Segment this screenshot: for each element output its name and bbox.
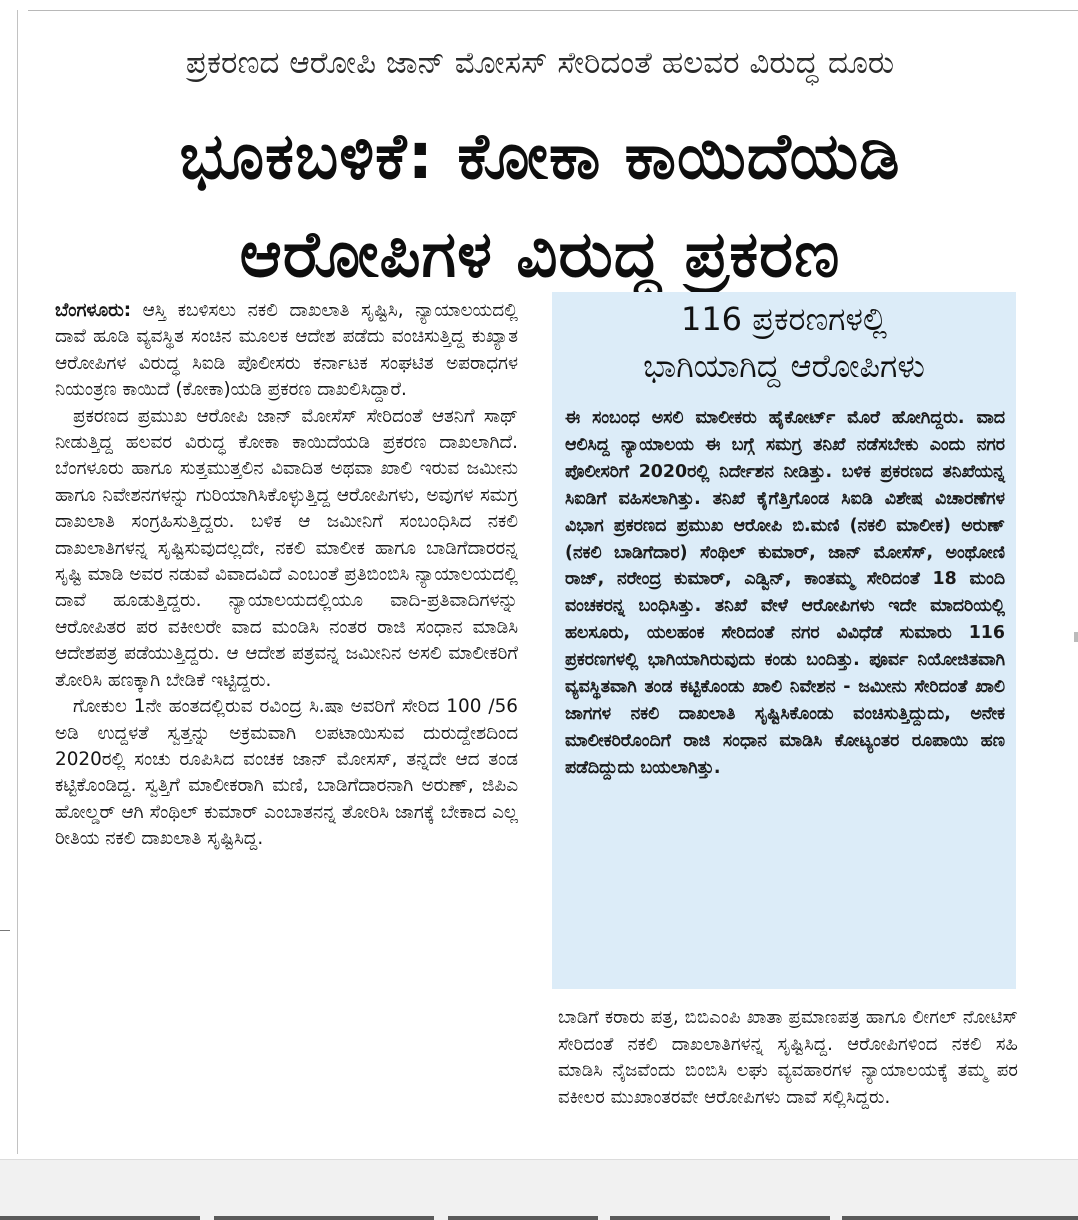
- edge-mark: [610, 1216, 830, 1220]
- sidebar-box: [552, 292, 1016, 989]
- paragraph-3: ಗೋಕುಲ 1ನೇ ಹಂತದಲ್ಲಿರುವ ರವಿಂದ್ರ ಸಿ.ಷಾ ಅವರಿಗೆ ಸೇರಿದ 100 /56 ಅಡಿ ಉದ್ದಳತೆ ಸ್ವತ್ತನ್ನು ಅಕ್ರಮವಾಗಿ ಲಪಟಾಯಿಸುವ ದುರುದ್ದೇಶದಿಂದ 2020ರಲ್ಲಿ ಸಂಚು ರೂಪಿಸಿದ ವಂಚಕ ಜಾನ್ ಮೋಸಸ್, ತನ್ನದೇ ಆದ ತಂಡ ಕಟ್ಟಿಕೊಂಡಿದ್ದ. ಸ್ವತ್ತಿಗೆ ಮಾಲೀಕರಾಗಿ ಮಣಿ, ಬಾಡಿಗೆದಾರನಾಗಿ ಅರುಣ್, ಜಿಪಿಎ ಹೋಲ್ಡರ್ ಆಗಿ ಸೆಂಥಿಲ್ ಕುಮಾರ್ ಎಂಬಾತನನ್ನ ತೋರಿಸಿ ಜಾಗಕ್ಕೆ ಬೇಕಾದ ಎಲ್ಲ ರೀತಿಯ ನಕಲಿ ದಾಖಲಾತಿ ಸೃಷ್ಟಿಸಿದ್ದ.: [55, 696, 518, 850]
- bottom-edge-marks: [0, 1216, 1078, 1220]
- margin-mark: [1074, 632, 1078, 642]
- margin-tick: [0, 930, 10, 931]
- edge-mark: [842, 1216, 1078, 1220]
- edge-mark: [0, 1216, 200, 1220]
- sidebar-body: ಈ ಸಂಬಂಧ ಅಸಲಿ ಮಾಲೀಕರು ಹೈಕೋರ್ಟ್ ಮೊರೆ ಹೋಗಿದ್ದರು. ವಾದ ಆಲಿಸಿದ್ದ ನ್ಯಾಯಾಲಯ ಈ ಬಗ್ಗೆ ಸಮಗ್ರ ತನಿಖೆ ನಡೆಸಬೇಕು ಎಂದು ನಗರ ಪೊಲೀಸರಿಗೆ 2020ರಲ್ಲಿ ನಿರ್ದೇಶನ ನೀಡಿತ್ತು. ಬಳಿಕ ಪ್ರಕರಣದ ತನಿಖೆಯನ್ನ ಸಿಐಡಿಗೆ ವಹಿಸಲಾಗಿತ್ತು. ತನಿಖೆ ಕೈಗೆತ್ತಿಗೊಂಡ ಸಿಐಡಿ ವಿಶೇಷ ವಿಚಾರಣೆಗಳ ವಿಭಾಗ ಪ್ರಕರಣದ ಪ್ರಮುಖ ಆರೋಪಿ ಬಿ.ಮಣಿ (ನಕಲಿ ಮಾಲೀಕ) ಅರುಣ್ (ನಕಲಿ ಬಾಡಿಗೆದಾರ) ಸೆಂಥಿಲ್ ಕುಮಾರ್, ಜಾನ್ ಮೋಸೆಸ್, ಅಂಥೋಣಿ ರಾಜ್, ನರೇಂದ್ರ ಕುಮಾರ್, ಎಡ್ವಿನ್, ಕಾಂತಮ್ಮ ಸೇರಿದಂತೆ 18 ಮಂದಿ ವಂಚಕರನ್ನ ಬಂಧಿಸಿತ್ತು. ತನಿಖೆ ವೇಳೆ ಆರೋಪಿಗಳು ಇದೇ ಮಾದರಿಯಲ್ಲಿ ಹಲಸೂರು, ಯಲಹಂಕ ಸೇರಿದಂತೆ ನಗರ ವಿವಿಧೆಡೆ ಸುಮಾರು 116 ಪ್ರಕರಣಗಳಲ್ಲಿ ಭಾಗಿಯಾಗಿರುವುದು ಕಂಡು ಬಂದಿತ್ತು. ಪೂರ್ವ ನಿಯೋಜಿತವಾಗಿ ವ್ಯವಸ್ಥಿತವಾಗಿ ತಂಡ ಕಟ್ಟಿಕೊಂಡು ಖಾಲಿ ನಿವೇಶನ - ಜಮೀನು ಸೇರಿದಂತೆ ಖಾಲಿ ಜಾಗಗಳ ನಕಲಿ ದಾಖಲಾತಿ ಸೃಷ್ಟಿಸಿಕೊಂಡು ವಂಚಿಸುತ್ತಿದ್ದುದು, ಅನೇಕ ಮಾಲೀಕರಿರೊಂದಿಗೆ ರಾಜಿ ಸಂಧಾನ ಮಾಡಿಸಿ ಕೋಟ್ಯಂತರ ರೂಪಾಯಿ ಹಣ ಪಡೆದಿದ್ದುದು ಬಯಲಾಗಿತ್ತು.: [565, 408, 1005, 778]
- dateline: ಬೆಂಗಳೂರು:: [55, 300, 132, 321]
- paragraph-1-text: ಆಸ್ತಿ ಕಬಳಿಸಲು ನಕಲಿ ದಾಖಲಾತಿ ಸೃಷ್ಟಿಸಿ, ನ್ಯಾಯಾಲಯದಲ್ಲಿ ದಾವೆ ಹೂಡಿ ವ್ಯವಸ್ಥಿತ ಸಂಚಿನ ಮೂಲಕ ಆದೇಶ ಪಡೆದು ವಂಚಿಸುತ್ತಿದ್ದ ಕುಖ್ಯಾತ ಆರೋಪಿಗಳ ವಿರುದ್ಧ ಸಿಐಡಿ ಪೊಲೀಸರು ಕರ್ನಾಟಕ ಸಂಘಟಿತ ಅಪರಾಧಗಳ ನಿಯಂತ್ರಣ ಕಾಯಿದೆ (ಕೋಕಾ)ಯಡಿ ಪ್ರಕರಣ ದಾಖಲಿಸಿದ್ದಾರೆ.: [55, 300, 518, 401]
- sidebar-title-line-2: ಭಾಗಿಯಾಗಿದ್ದ ಆರೋಪಿಗಳು: [643, 347, 925, 385]
- headline-line-1: ಭೂಕಬಳಿಕೆ: ಕೋಕಾ ಕಾಯಿದೆಯಡಿ: [179, 120, 901, 194]
- kicker: ಪ್ರಕರಣದ ಆರೋಪಿ ಜಾನ್ ಮೋಸಸ್ ಸೇರಿದಂತೆ ಹಲವರ ವಿರುದ್ಧ ದೂರು: [185, 45, 895, 81]
- bottom-margin: [0, 1160, 1078, 1220]
- paragraph-2: ಪ್ರಕರಣದ ಪ್ರಮುಖ ಆರೋಪಿ ಜಾನ್ ಮೋಸೆಸ್ ಸೇರಿದಂತೆ ಆತನಿಗೆ ಸಾಥ್ ನೀಡುತ್ತಿದ್ದ ಹಲವರ ವಿರುದ್ಧ ಕೋಕಾ ಕಾಯಿದೆಯಡಿ ಪ್ರಕರಣ ದಾಖಲಾಗಿದೆ. ಬೆಂಗಳೂರು ಹಾಗೂ ಸುತ್ತಮುತ್ತಲಿನ ವಿವಾದಿತ ಅಥವಾ ಖಾಲಿ ಇರುವ ಜಮೀನು ಹಾಗೂ ನಿವೇಶನಗಳನ್ನು ಗುರಿಯಾಗಿಸಿಕೊಳ್ಳುತ್ತಿದ್ದ ಆರೋಪಿಗಳು, ಅವುಗಳ ಸಮಗ್ರ ದಾಖಲಾತಿ ಸಂಗ್ರಹಿಸುತ್ತಿದ್ದರು. ಬಳಿಕ ಆ ಜಮೀನಿಗೆ ಸಂಬಂಧಿಸಿದ ನಕಲಿ ದಾಖಲಾತಿಗಳನ್ನ ಸೃಷ್ಟಿಸುವುದಲ್ಲದೇ, ನಕಲಿ ಮಾಲೀಕ ಹಾಗೂ ಬಾಡಿಗೆದಾರರನ್ನ ಸೃಷ್ಟಿ ಮಾಡಿ ಅವರ ನಡುವೆ ವಿವಾದವಿದೆ ಎಂಬಂತೆ ಪ್ರತಿಬಿಂಬಿಸಿ ನ್ಯಾಯಾಲಯದಲ್ಲಿ ದಾವೆ ಹೂಡುತ್ತಿದ್ದರು. ನ್ಯಾಯಾಲಯದಲ್ಲಿಯೂ ವಾದಿ-ಪ್ರತಿವಾದಿಗಳನ್ನು ಆರೋಪಿತರ ಪರ ವಕೀಲರೇ ವಾದ ಮಂಡಿಸಿ ನಂತರ ರಾಜಿ ಸಂಧಾನ ಮಾಡಿಸಿ ಆದೇಶಪತ್ರ ಪಡೆಯುತ್ತಿದ್ದರು. ಆ ಆದೇಶ ಪತ್ರವನ್ನ ಜಮೀನಿನ ಅಸಲಿ ಮಾಲೀಕರಿಗೆ ತೋರಿಸಿ ಹಣಕ್ಕಾಗಿ ಬೇಡಿಕೆ ಇಟ್ಟಿದ್ದರು.: [55, 405, 518, 691]
- paragraph-4: ಬಾಡಿಗೆ ಕರಾರು ಪತ್ರ, ಬಿಬಿಎಂಪಿ ಖಾತಾ ಪ್ರಮಾಣಪತ್ರ ಹಾಗೂ ಲೀಗಲ್ ನೋಟಿಸ್ ಸೇರಿದಂತೆ ನಕಲಿ ದಾಖಲಾತಿಗಳನ್ನ ಸೃಷ್ಟಿಸಿದ್ದ. ಆರೋಪಿಗಳಿಂದ ನಕಲಿ ಸಹಿ ಮಾಡಿಸಿ ನೈಜವೆಂದು ಬಿಂಬಿಸಿ ಲಘು ವ್ಯವಹಾರಗಳ ನ್ಯಾಯಾಲಯಕ್ಕೆ ತಮ್ಮ ಪರ ವಕೀಲರ ಮುಖಾಂತರವೇ ಆರೋಪಿಗಳು ದಾವೆ ಸಲ್ಲಿಸಿದ್ದರು.: [558, 1007, 1018, 1108]
- headline-line-2: ಆರೋಪಿಗಳ ವಿರುದ್ಧ ಪ್ರಕರಣ: [239, 218, 841, 292]
- sidebar-title-line-1: 116 ಪ್ರಕರಣಗಳಲ್ಲಿ: [680, 300, 888, 338]
- sidebar-title: [552, 292, 1016, 390]
- top-divider: [28, 10, 1078, 11]
- left-margin-line: [17, 10, 18, 1154]
- headline: [30, 108, 1050, 304]
- article-body-left: [55, 298, 518, 853]
- edge-mark: [448, 1216, 598, 1220]
- article-body-right: [558, 1005, 1018, 1111]
- paragraph-1: [55, 298, 518, 404]
- edge-mark: [214, 1216, 434, 1220]
